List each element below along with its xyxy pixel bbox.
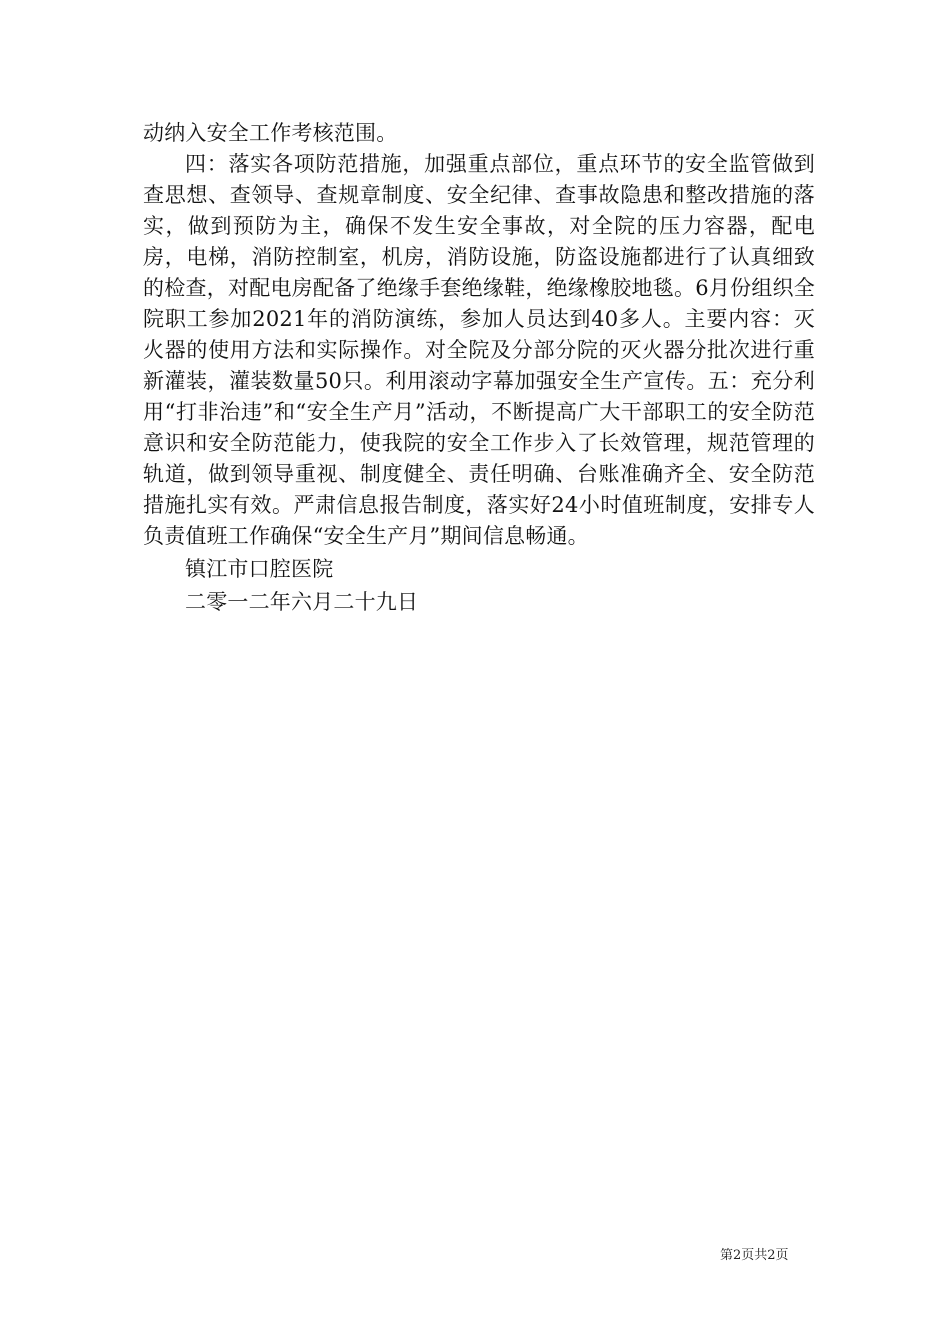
paragraph-continuation: 动纳入安全工作考核范围。 (143, 121, 398, 145)
signature-organization: 镇江市口腔医院 (185, 557, 334, 581)
paragraph-section-four: 四：落实各项防范措施，加强重点部位，重点环节的安全监管做到查思想、查领导、查规章制度、安全纪律、查事故隐患和整改措施的落实，做到预防为主，确保不发生安全事故，对全院的压力容器，配电房，电梯，消防控制室，机房，消防设施，防盗设施都进行了认真细致的检查，对配电房配备了绝缘手套绝缘鞋，绝缘橡胶地毯。6月份组织全院职工参加2021年的消防演练，参加人员达到40多人。主要内容：灭火器的使用方法和实际操作。对全院及分部分院的灭火器分批次进行重新灌装，灌装数量50只。利用滚动字幕加强安全生产宣传。五：充分利用“打非治违”和“安全生产月”活动，不断提高广大干部职工的安全防范意识和安全防范能力，使我院的安全工作步入了长效管理，规范管理的轨道，做到领导重视、制度健全、责任明确、台账准确齐全、安全防范措施扎实有效。严肃信息报告制度，落实好24小时值班制度，安排专人负责值班工作确保“安全生产月”期间信息畅通。 (143, 152, 815, 548)
page-number-footer: 第2页共2页 (720, 1248, 789, 1263)
signature-date: 二零一二年六月二十九日 (185, 590, 419, 614)
document-body (143, 118, 815, 618)
